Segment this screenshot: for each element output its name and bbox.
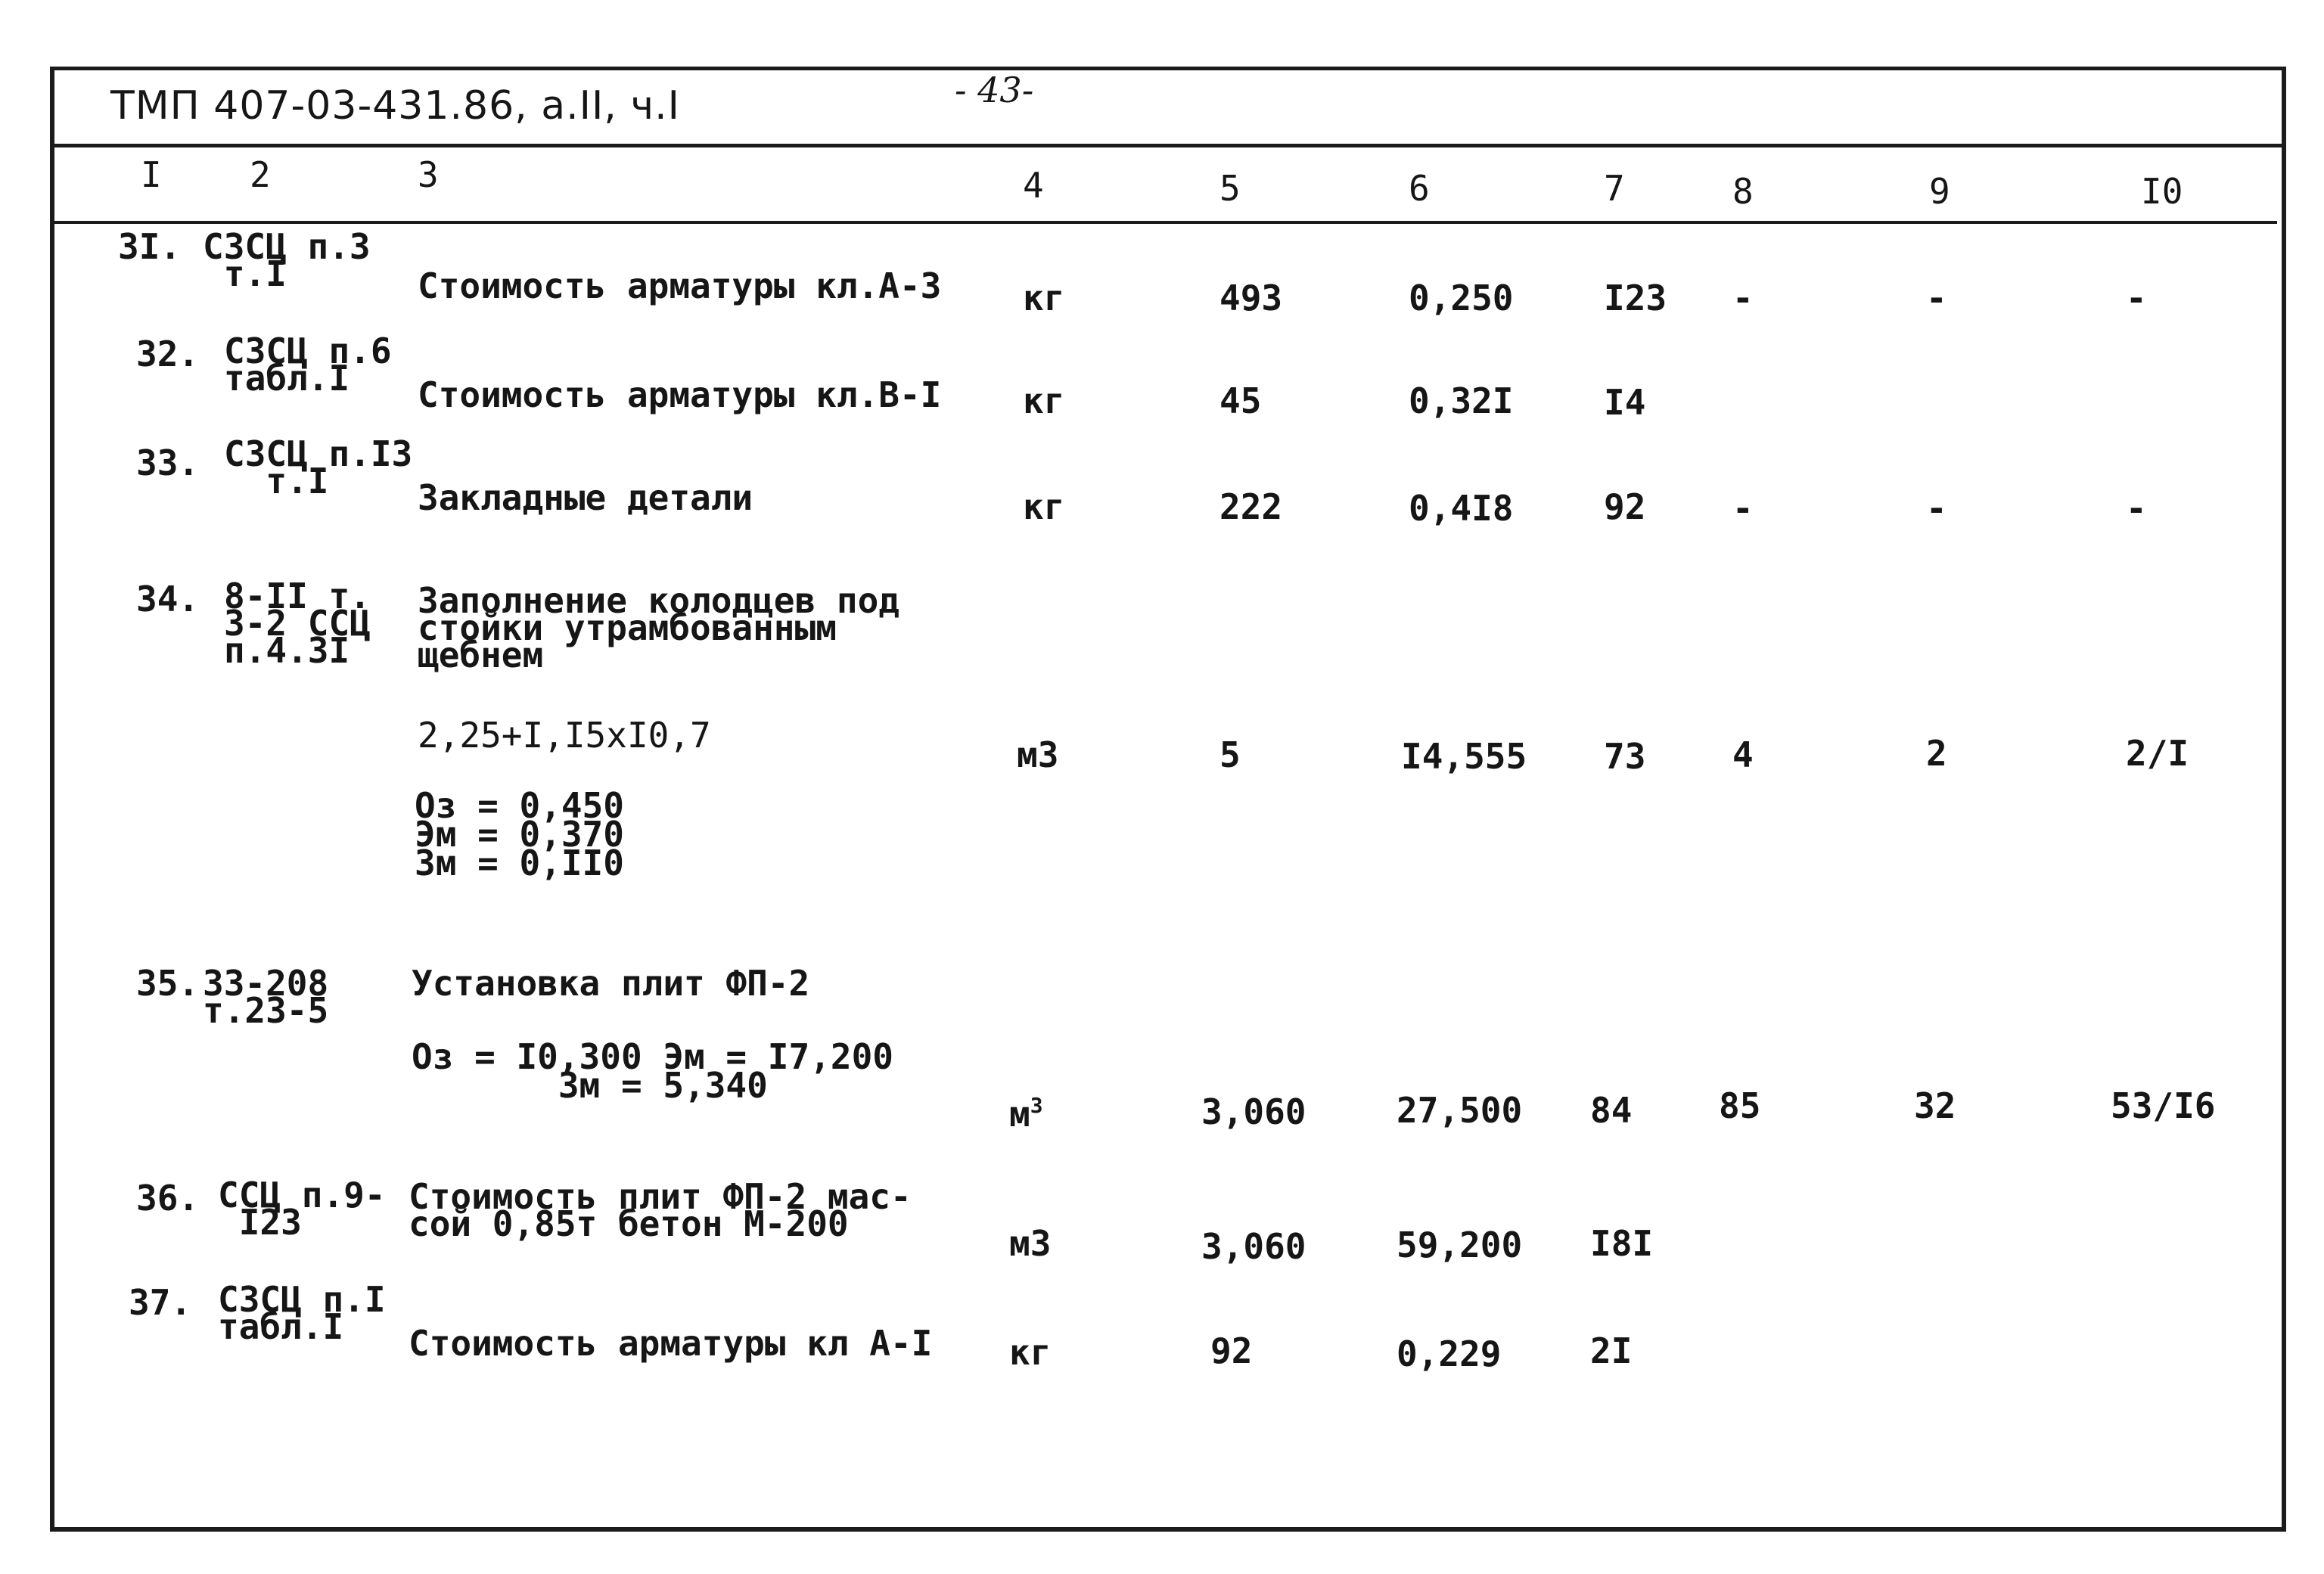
row-unit: кг: [1009, 1332, 1052, 1373]
row-number: 37.: [129, 1282, 192, 1323]
row-total: I23: [1604, 278, 1667, 318]
row-description: Закладные детали: [418, 477, 753, 518]
row-col9: 2: [1926, 733, 1947, 774]
row-quantity: 5: [1219, 734, 1241, 775]
row-col10: -: [2126, 488, 2147, 529]
row-unit: кг: [1023, 278, 1065, 318]
row-total: 92: [1604, 486, 1646, 527]
row-unit-price: 0,250: [1409, 278, 1514, 318]
row-unit-price: 0,229: [1397, 1333, 1502, 1374]
row-total: 2I: [1590, 1330, 1633, 1371]
row-number: 35.: [136, 963, 200, 1004]
column-header-rule: [54, 221, 2277, 224]
row-reference: СЗСЦ п.3 т.I: [203, 226, 371, 294]
col-header-1: I: [141, 154, 162, 195]
row-quantity: 222: [1219, 486, 1283, 527]
row-total: 84: [1590, 1090, 1633, 1131]
col-header-8: 8: [1732, 171, 1754, 212]
row-description: Стоимость плит ФП-2 мас- сой 0,85т бетон М-200: [409, 1176, 912, 1244]
row-col10: -: [2126, 278, 2147, 318]
row-total: I4: [1604, 382, 1646, 423]
row-reference: СЗСЦ п.I3 т.I: [224, 433, 413, 501]
row-col8: 4: [1732, 734, 1754, 775]
col-header-2: 2: [250, 154, 271, 195]
row-quantity: 493: [1219, 278, 1283, 318]
unit-exponent: 3: [1030, 1093, 1043, 1118]
row-number: 3I.: [118, 226, 182, 267]
row-reference: СЗСЦ п.6 табл.I: [224, 331, 392, 399]
col-header-10: I0: [2141, 171, 2183, 212]
row-description: Стоимость арматуры кл.А-3: [418, 265, 942, 306]
document-code: ТМП 407-03-431.86, а.II, ч.I: [110, 83, 680, 129]
row-unit-price: 0,4I8: [1409, 488, 1514, 529]
row-norms: Оз = 0,450 Эм = 0,370 Зм = 0,II0: [415, 785, 624, 883]
row-col9: 32: [1914, 1085, 1956, 1126]
row-col8: -: [1732, 278, 1754, 318]
row-number: 32.: [136, 334, 200, 374]
col-header-9: 9: [1929, 171, 1950, 212]
row-reference: ССЦ п.9- I23: [218, 1175, 386, 1243]
row-col9: -: [1926, 488, 1947, 529]
header-rule: [50, 144, 2282, 147]
row-unit-price: 0,32I: [1409, 380, 1514, 421]
row-quantity: 3,060: [1201, 1226, 1306, 1267]
row-total: 73: [1604, 736, 1646, 777]
row-number: 33.: [136, 442, 200, 483]
row-unit-price: 27,500: [1397, 1090, 1523, 1131]
row-col8: 85: [1719, 1085, 1761, 1126]
row-description: Установка плит ФП-2: [412, 963, 810, 1004]
col-header-3: 3: [418, 154, 439, 195]
page-number: - 43-: [955, 70, 1034, 110]
row-unit: м3: [1017, 734, 1059, 775]
row-col10: 2/I: [2126, 733, 2189, 774]
row-reference: СЗСЦ п.I табл.I: [218, 1279, 386, 1347]
row-quantity: 3,060: [1201, 1091, 1306, 1132]
row-norms: Оз = I0,300 Эм = I7,200 Зм = 5,340: [412, 1036, 893, 1106]
row-number: 36.: [136, 1178, 200, 1219]
row-unit: кг: [1023, 486, 1065, 527]
col-header-5: 5: [1219, 168, 1241, 209]
row-unit-price: 59,200: [1397, 1225, 1523, 1265]
row-quantity: 45: [1219, 380, 1262, 421]
row-col8: -: [1732, 488, 1754, 529]
row-description: Стоимость арматуры кл.В-I: [418, 374, 942, 415]
row-unit-price: I4,555: [1401, 736, 1527, 777]
col-header-6: 6: [1409, 168, 1430, 209]
row-reference: 33-208 т.23-5: [203, 963, 329, 1031]
row-formula: 2,25+I,I5xI0,7: [418, 715, 711, 756]
col-header-7: 7: [1604, 168, 1625, 209]
row-reference: 8-II т. 3-2 ССЦ п.4.3I: [224, 576, 371, 671]
row-unit: кг: [1023, 380, 1065, 421]
row-unit: [1009, 1089, 1043, 1135]
row-number: 34.: [136, 579, 200, 619]
row-quantity: 92: [1210, 1330, 1253, 1371]
col-header-4: 4: [1023, 165, 1044, 206]
row-description: Стоимость арматуры кл А-I: [409, 1323, 933, 1364]
row-col9: -: [1926, 278, 1947, 318]
unit-base: м: [1009, 1094, 1030, 1135]
row-description: Заполнение колодцев под стойки утрамбованным щебнем: [418, 580, 899, 675]
row-total: I8I: [1590, 1223, 1654, 1264]
row-unit: м3: [1009, 1223, 1052, 1264]
row-col10: 53/I6: [2111, 1085, 2216, 1126]
